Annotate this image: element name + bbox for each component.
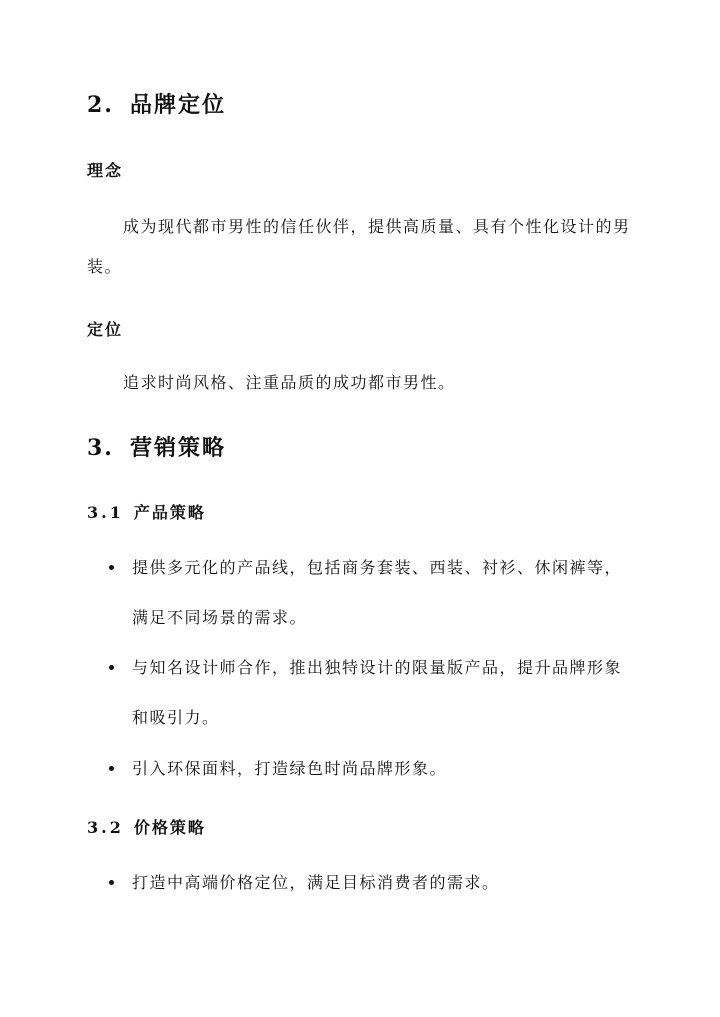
paragraph-concept: 成为现代都市男性的信任伙伴，提供高质量、具有个性化设计的男装。 xyxy=(87,217,631,276)
subheading-price-strategy xyxy=(87,815,206,838)
list-item xyxy=(109,543,629,643)
subsection-title: 产品策略 xyxy=(133,503,206,522)
subheading-product-strategy xyxy=(87,500,206,523)
list-item xyxy=(109,744,629,794)
bullet-icon xyxy=(109,565,114,570)
list-item-text: 引入环保面料，打造绿色时尚品牌形象。 xyxy=(132,759,448,778)
list-item xyxy=(109,643,629,743)
subsection-number: 3.2 xyxy=(87,818,124,837)
list-item-text: 打造中高端价格定位，满足目标消费者的需求。 xyxy=(132,873,500,892)
paragraph-positioning: 追求时尚风格、注重品质的成功都市男性。 xyxy=(123,373,456,392)
subsection-number: 3.1 xyxy=(87,503,124,522)
section-number: 2. xyxy=(87,92,114,118)
bullet-icon xyxy=(109,665,114,670)
bullet-icon xyxy=(109,766,114,771)
list-item-text: 与知名设计师合作，推出独特设计的限量版产品，提升品牌形象和吸引力。 xyxy=(132,658,623,727)
subsection-title: 价格策略 xyxy=(133,818,206,837)
subheading-concept: 理念 xyxy=(87,161,124,180)
section-title: 营销策略 xyxy=(129,435,226,461)
section-title: 品牌定位 xyxy=(129,92,226,118)
section-heading-brand xyxy=(87,88,226,119)
bullet-icon xyxy=(109,880,114,885)
section-heading-marketing xyxy=(87,431,226,462)
list-item xyxy=(109,858,629,908)
list-item-text: 提供多元化的产品线，包括商务套装、西装、衬衫、休闲裤等，满足不同场景的需求。 xyxy=(132,558,623,627)
subheading-positioning: 定位 xyxy=(87,320,124,339)
section-number: 3. xyxy=(87,435,114,461)
